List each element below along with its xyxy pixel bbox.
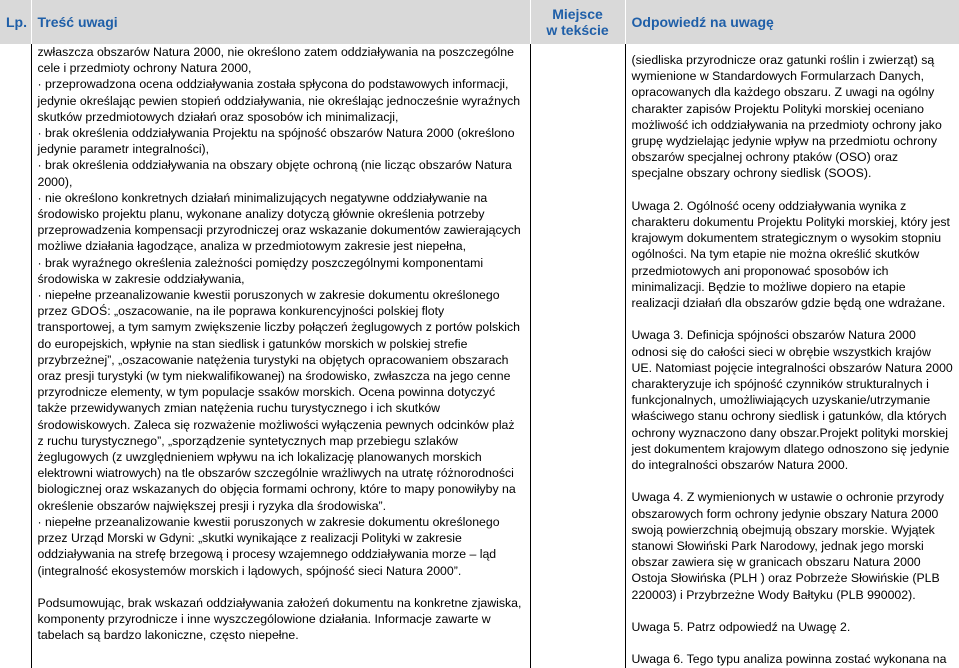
header-place-line1: Miejsce bbox=[552, 6, 603, 22]
spacer bbox=[632, 182, 954, 198]
answer-paragraph: Uwaga 4. Z wymienionych w ustawie o ochronie przyrody obszarowych form ochrony jedynie obszary Natura 2000 swoją powierzchnią obejmują obszary morskie. Wyjątek stanowi Słowiński Park Narodowy, jednak jego morski obszar zawiera się w granicach obszaru Natura 2000 Ostoja Słowińska (PLH ) oraz Pobrzeże Słowińskie (PLB 220003) i Przybrzeżne Wody Bałtyku (PLB 990002). bbox=[631, 490, 944, 602]
content-paragraph: zwłaszcza obszarów Natura 2000, nie określono zatem oddziaływania na poszczególne cele i przedmioty ochrony Natura 2000, bbox=[37, 45, 514, 76]
spacer bbox=[632, 603, 954, 619]
header-place-line2: w tekście bbox=[546, 22, 609, 38]
content-bullet: · nie określono konkretnych działań minimalizujących negatywne oddziaływanie na środowisko projektu planu, wykonane analizy dotyczą głównie określenia potrzeby przeprowadzenia kompensacji przyrodniczej oraz wskazanie dokumentów zawierających możliwe działania łagodzące, analiza w przedmiotowym zakresie jest niepełna, bbox=[37, 190, 521, 254]
header-lp: Lp. bbox=[0, 0, 31, 44]
cell-place bbox=[530, 44, 625, 668]
table-header-row bbox=[0, 0, 959, 44]
cell-answer bbox=[625, 44, 959, 668]
header-place bbox=[530, 0, 625, 44]
spacer bbox=[632, 473, 954, 489]
content-bullet: · niepełne przeanalizowanie kwestii poruszonych w zakresie dokumentu określonego przez GDOŚ: „oszacowanie, na ile poprawa konkurencyjności polskiej floty transportowej, a tym samym zwiększenie liczby połączeń żeglugowych z portów polskich do europejskich, wpłynie na stan siedlisk i gatunków morskich w polskiej strefie przybrzeżnej”, „oszacowanie natężenia turystyki na objętych opracowaniem obszarach oraz presji turystyki (w tym niekwalifikowanej) na środowisko, zwłaszcza na jego cenne przyrodnicze elementy, w tym populacje ssaków morskich. Ocena powinna dotyczyć także przewidywanych zmian natężenia ruchu turystycznego i ich skutków środowiskowych. Zaleca się rozważenie możliwości wyłączenia pewnych odcinków plaż z ruchu turystycznego”, „sporządzenie syntetycznych map przebiegu szlaków żeglugowych (z uwzględnieniem wpływu na ich lokalizację planowanych morskich elektrowni wiatrowych) na tle obszarów szczególnie wrażliwych na utratę różnorodności biologicznej oraz wskazanych do objęcia formami ochrony, które to mapy ponowiłyby na określenie obszarów największej presji i ryzyka dla środowiska”. bbox=[37, 288, 521, 513]
spacer bbox=[632, 635, 954, 651]
table-row bbox=[0, 44, 959, 668]
content-bullet: · brak określenia oddziaływania Projektu na spójność obszarów Natura 2000 (określono jedynie parametr integralności), bbox=[37, 126, 515, 157]
answer-paragraph: Uwaga 2. Ogólność oceny oddziaływania wynika z charakteru dokumentu Projektu Polityki morskiej, który jest krajowym dokumentem strategicznym o wysokim stopniu ogólności. Na tym etapie nie można określić skutków przedmiotowych ani proponować sposobów ich minimalizacji. Będzie to możliwe dopiero na etapie realizacji działań dla obszarów gdzie będą one wdrażane. bbox=[631, 198, 950, 311]
cell-content bbox=[31, 44, 530, 668]
content-bullet: · przeprowadzona ocena oddziaływania została spłycona do podstawowych informacji, jedynie określając pewien stopień oddziaływania, nie określając jednocześnie wyraźnych skutków przedmiotowych działań oraz sposobów ich minimalizacji, bbox=[37, 77, 521, 124]
cell-lp bbox=[0, 44, 31, 668]
header-answer: Odpowiedź na uwagę bbox=[625, 0, 959, 44]
spacer bbox=[632, 311, 954, 327]
answer-paragraph: Uwaga 5. Patrz odpowiedź na Uwagę 2. bbox=[631, 620, 851, 635]
content-bullet: · brak określenia oddziaływania na obszary objęte ochroną (nie licząc obszarów Natura 2000), bbox=[37, 158, 512, 189]
content-bullet: · brak wyraźnego określenia zależności pomiędzy poszczególnymi komponentami środowiska w zakresie oddziaływania, bbox=[37, 255, 484, 286]
content-summary: Podsumowując, brak wskazań oddziaływania założeń dokumentu na konkretne zjawiska, komponenty przyrodnicze i inne wyszczególowione działania. Informacje zawarte w tabelach są bardzo lakoniczne, często niepełne. bbox=[37, 595, 522, 643]
header-content: Treść uwagi bbox=[31, 0, 530, 44]
spacer bbox=[38, 579, 524, 595]
answer-paragraph: Uwaga 3. Definicja spójności obszarów Natura 2000 odnosi się do całości sieci w obrębie wszystkich krajów UE. Natomiast pojęcie integralności obszarów Natura 2000 charakteryzuje ich spójność czynników strukturalnych i funkcjonalnych, umożliwiających uzyskanie/utrzymanie właściwego stanu ochrony siedlisk i gatunków, dla których ochrony wyznaczono dany obszar.Projekt polityki morskiej jest dokumentem krajowym dlatego odnoszono się jedynie do integralności obszarów Natura 2000. bbox=[631, 328, 953, 473]
answer-paragraph: (siedliska przyrodnicze oraz gatunki roślin i zwierząt) są wymienione w Standardowych Formularzach Danych, opracowanych dla każdego obszaru. Z uwagi na ogólny charakter zapisów Projektu Polityki morskiej oceniano możliwość ich oddziaływania na przedmioty ochrony jako grupę wydzielając jedynie wpływ na przedmiotu ochrony obszarów specjalnej ochrony ptaków (OSO) oraz specjalne obszary ochrony siedlisk (SOOS). bbox=[631, 53, 942, 181]
answer-paragraph: Uwaga 6. Tego typu analiza powinna zostać wykonana na bbox=[631, 652, 947, 667]
content-bullet: · niepełne przeanalizowanie kwestii poruszonych w zakresie dokumentu określonego przez Urząd Morski w Gdyni: „skutki wynikające z realizacji Polityki w zakresie oddziaływania na strefę brzegową i procesy wzajemnego oddziaływania morze – ląd (integralność ekosystemów morskich i lądowych, spójność sieci Natura 2000”. bbox=[37, 514, 500, 578]
